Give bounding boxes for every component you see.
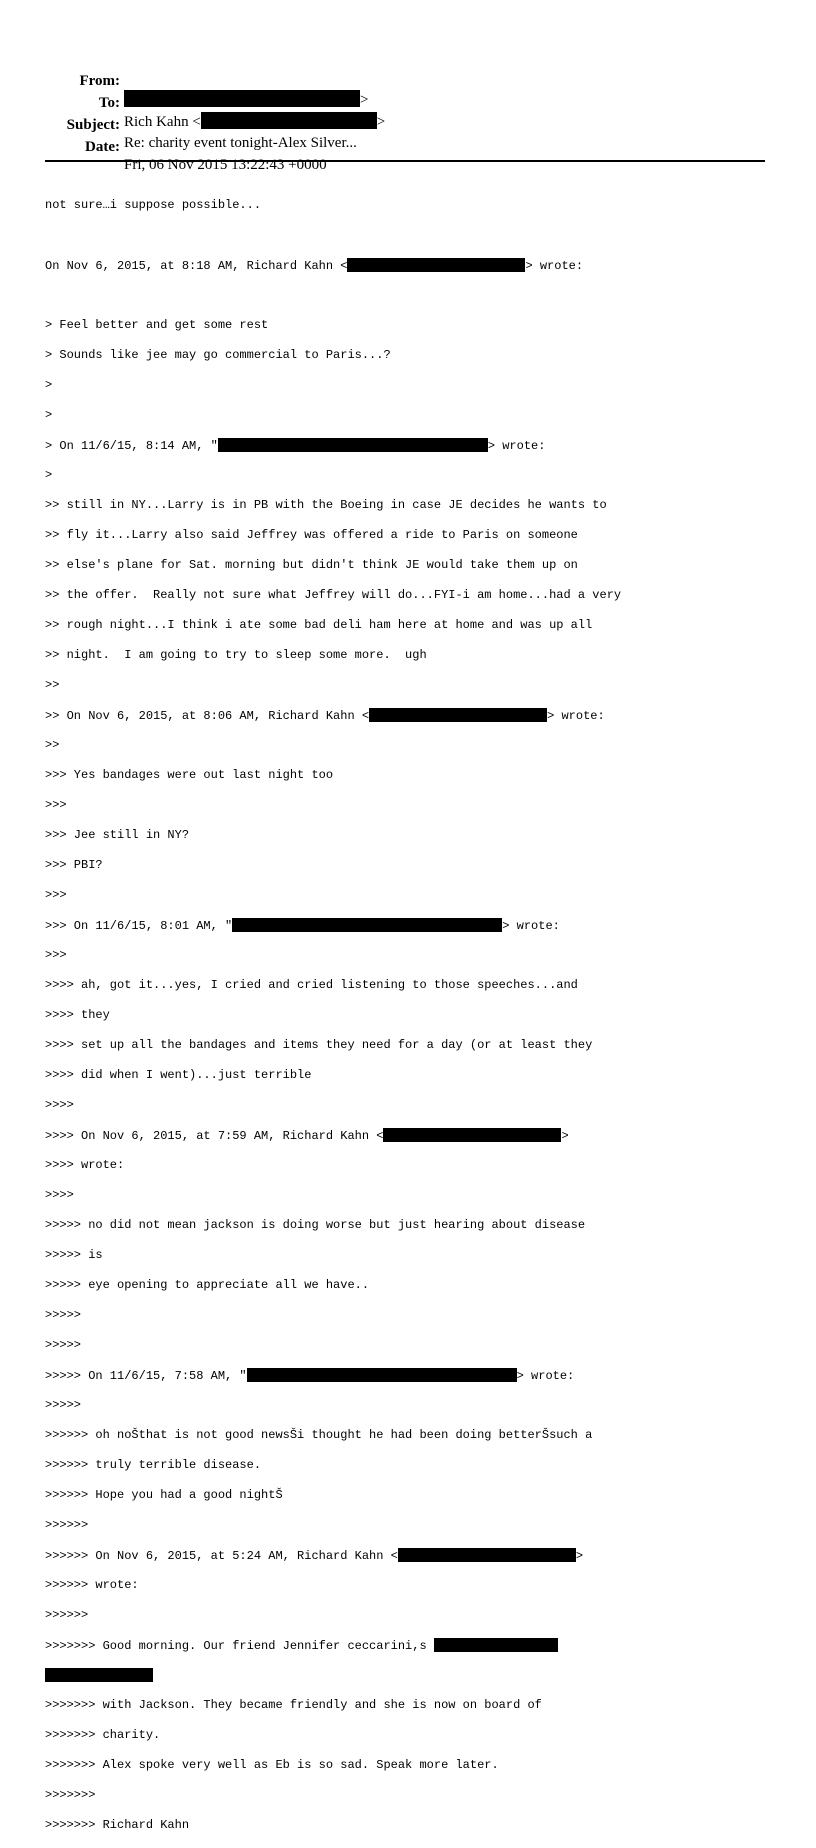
body-line: >> rough night...I think i ate some bad deli ham here at home and was up all: [45, 618, 593, 632]
body-line: > On 11/6/15, 8:14 AM, " > wrote:: [45, 439, 546, 453]
date-label: Date:: [85, 139, 120, 155]
body-line: >>>: [45, 888, 67, 902]
body-line: >>>>> On 11/6/15, 7:58 AM, " > wrote:: [45, 1369, 575, 1383]
body-line: >>> Yes bandages were out last night too: [45, 768, 334, 782]
body-line: >>>>>> wrote:: [45, 1578, 139, 1592]
body-line: >>>> did when I went)...just terrible: [45, 1068, 312, 1082]
from-suffix: >: [360, 92, 369, 108]
redacted-email: [218, 438, 488, 452]
redacted-email: [232, 918, 502, 932]
body-line: >>>> wrote:: [45, 1158, 125, 1172]
body-line: >>>: [45, 798, 67, 812]
body-line: >>>>>> truly terrible disease.: [45, 1458, 262, 1472]
body-line: >>>>>>>: [45, 1788, 96, 1802]
body-line: >> night. I am going to try to sleep some more. ugh: [45, 648, 427, 662]
body-line: >>>>>>: [45, 1518, 89, 1532]
body-line: >>>: [45, 948, 67, 962]
to-label: To:: [98, 95, 120, 111]
body-line: >>>>: [45, 1098, 74, 1112]
body-line: >>>>>: [45, 1308, 82, 1322]
body-line: >>>> On Nov 6, 2015, at 7:59 AM, Richard Kahn < >: [45, 1129, 569, 1143]
body-line: >>>>>> oh noŠthat is not good newsŠi thought he had been doing betterŠsuch a: [45, 1428, 593, 1442]
body-line: >>> PBI?: [45, 858, 103, 872]
redacted-email: [369, 708, 547, 722]
body-line: >> On Nov 6, 2015, at 8:06 AM, Richard Kahn < > wrote:: [45, 709, 605, 723]
body-line: >>: [45, 678, 60, 692]
body-line: >> still in NY...Larry is in PB with the Boeing in case JE decides he wants to: [45, 498, 607, 512]
body-line: >>> On 11/6/15, 8:01 AM, " > wrote:: [45, 919, 560, 933]
body-line: >>>>>: [45, 1398, 82, 1412]
message-body: [45, 183, 621, 1848]
redacted-email: [347, 258, 525, 272]
body-line: >: [45, 378, 53, 392]
header-divider: [45, 160, 765, 162]
body-line: >> the offer. Really not sure what Jeffrey will do...FYI-i am home...had a very: [45, 588, 622, 602]
body-line: >>>>> eye opening to appreciate all we have..: [45, 1278, 370, 1292]
body-line: > Sounds like jee may go commercial to Paris...?: [45, 348, 391, 362]
body-line: [45, 288, 621, 303]
body-line: >> fly it...Larry also said Jeffrey was offered a ride to Paris on someone: [45, 528, 578, 542]
body-line: >>>>>>> charity.: [45, 1728, 161, 1742]
date-value: Fri, 06 Nov 2015 13:22:43 +0000: [124, 157, 327, 173]
body-line: >: [45, 468, 53, 482]
body-line: >>>> they: [45, 1008, 110, 1022]
body-line: >>>>>>> with Jackson. They became friendly and she is now on board of: [45, 1698, 542, 1712]
body-line: >>>>>>> Good morning. Our friend Jennifer ceccarini,s: [45, 1638, 621, 1653]
body-line: > Feel better and get some rest: [45, 318, 269, 332]
redacted-email: [247, 1368, 517, 1382]
body-line: >>>>> no did not mean jackson is doing worse but just hearing about disease: [45, 1218, 586, 1232]
body-line: >> else's plane for Sat. morning but didn't think JE would take them up on: [45, 558, 578, 572]
body-line: On Nov 6, 2015, at 8:18 AM, Richard Kahn < > wrote:: [45, 259, 584, 273]
body-line: >>: [45, 738, 60, 752]
redacted-email: [398, 1548, 576, 1562]
body-line: >>> Jee still in NY?: [45, 828, 190, 842]
body-line: [45, 228, 621, 243]
body-line: >>>>>: [45, 1338, 82, 1352]
body-line: >: [45, 408, 53, 422]
subject-label: Subject:: [66, 117, 120, 133]
redacted-text: [434, 1638, 558, 1652]
body-line: >>>>>>: [45, 1608, 89, 1622]
to-value: Rich Kahn <: [124, 114, 201, 130]
from-label: From:: [79, 73, 120, 89]
to-suffix: >: [376, 114, 386, 130]
body-line: >>>> set up all the bandages and items they need for a day (or at least they: [45, 1038, 593, 1052]
redacted-text: [45, 1668, 153, 1682]
body-line: >>>>> is: [45, 1248, 103, 1262]
subject-value: Re: charity event tonight-Alex Silver...: [124, 135, 357, 151]
body-line: >>>>>> Hope you had a good nightŠ: [45, 1488, 283, 1502]
body-line: >>>>>>> Richard Kahn: [45, 1818, 190, 1832]
date-row: [0, 120, 816, 192]
email-header: [0, 0, 816, 173]
body-line: >>>> ah, got it...yes, I cried and cried listening to those speeches...and: [45, 978, 578, 992]
body-line: >>>>>>> Alex spoke very well as Eb is so sad. Speak more later.: [45, 1758, 499, 1772]
body-line: [45, 1668, 621, 1683]
body-line: >>>>>> On Nov 6, 2015, at 5:24 AM, Richard Kahn < >: [45, 1549, 584, 1563]
body-line: >>>>: [45, 1188, 74, 1202]
body-line: not sure…i suppose possible...: [45, 198, 262, 212]
redacted-email: [383, 1128, 561, 1142]
